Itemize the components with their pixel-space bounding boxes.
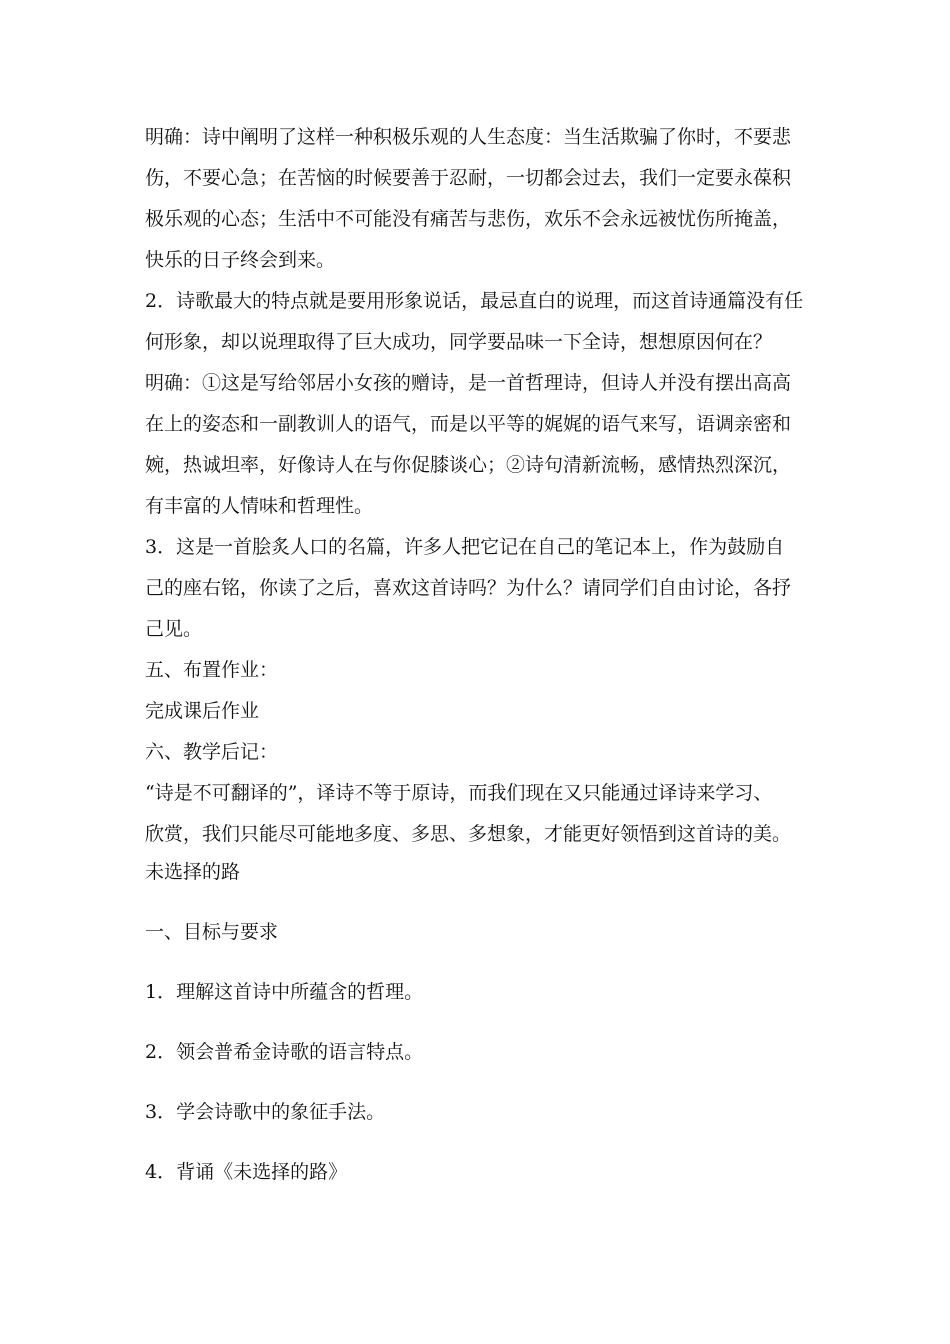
- text-line: 2．诗歌最大的特点就是要用形象说话，最忌直白的说理，而这首诗通篇没有任: [145, 290, 804, 312]
- text-line: 明确：诗中阐明了这样一种积极乐观的人生态度：当生活欺骗了你时，不要悲: [145, 126, 792, 148]
- goal-item: 3．学会诗歌中的象征手法。: [145, 1101, 386, 1123]
- main-text-block: [145, 117, 810, 855]
- text-line: 在上的姿态和一副教训人的语气，而是以平等的娓娓的语气来写，语调亲密和: [145, 413, 792, 435]
- text-line: 己的座右铭，你读了之后，喜欢这首诗吗？为什么？请同学们自由讨论，各抒: [145, 577, 792, 599]
- goal-item: 1．理解这首诗中所蕴含的哲理。: [145, 981, 424, 1003]
- text-line: 婉，热诚坦率，好像诗人在与你促膝谈心；②诗句清新流畅，感情热烈深沉，: [145, 454, 792, 476]
- section-title: 未选择的路: [145, 861, 241, 883]
- text-line: 己见。: [145, 618, 203, 640]
- text-line: “诗是不可翻译的”，译诗不等于原诗，而我们现在又只能通过译诗来学习、: [145, 782, 773, 804]
- text-line: 六、教学后记：: [145, 741, 279, 763]
- text-line: 快乐的日子终会到来。: [145, 249, 336, 271]
- text-line: 伤，不要心急；在苦恼的时候要善于忍耐，一切都会过去，我们一定要永葆积: [145, 167, 792, 189]
- text-line: 欣赏，我们只能尽可能地多度、多思、多想象，才能更好领悟到这首诗的美。: [145, 823, 792, 845]
- goals-heading: 一、目标与要求: [145, 921, 279, 943]
- goal-item: 2．领会普希金诗歌的语言特点。: [145, 1041, 424, 1063]
- text-line: 何形象，却以说理取得了巨大成功，同学要品味一下全诗，想想原因何在？: [145, 331, 773, 353]
- text-line: 3．这是一首脍炙人口的名篇，许多人把它记在自己的笔记本上，作为鼓励自: [145, 536, 785, 558]
- text-line: 极乐观的心态；生活中不可能没有痛苦与悲伤，欢乐不会永远被忧伤所掩盖，: [145, 208, 792, 230]
- goal-item: 4．背诵《未选择的路》: [145, 1161, 348, 1183]
- text-line: 五、布置作业：: [145, 659, 279, 681]
- text-line: 完成课后作业: [145, 700, 260, 722]
- text-line: 有丰富的人情味和哲理性。: [145, 495, 374, 517]
- text-line: 明确：①这是写给邻居小女孩的赠诗，是一首哲理诗，但诗人并没有摆出高高: [145, 372, 792, 394]
